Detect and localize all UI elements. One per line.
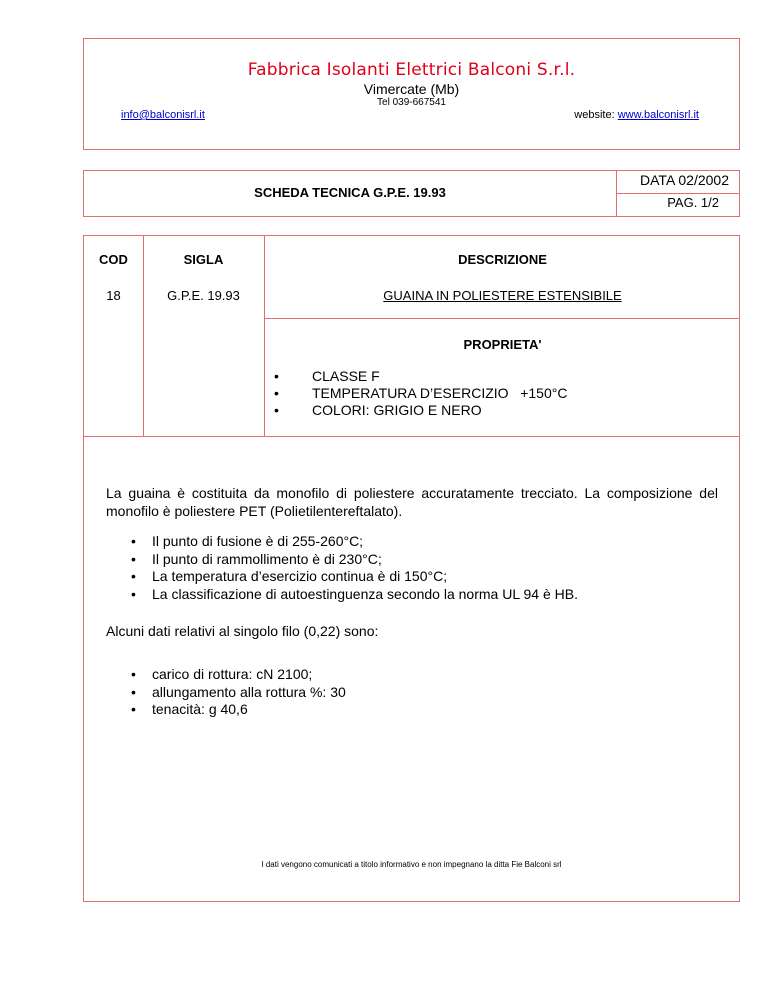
proprieta-heading: PROPRIETA' [463,337,542,352]
website-link[interactable]: www.balconisrl.it [617,109,699,121]
list-item: • La temperatura d’esercizio continua è di 150°C; [106,568,578,586]
proprieta-list [274,368,567,419]
cell-descrizione: GUAINA IN POLIESTERE ESTENSIBILE [383,288,622,303]
divider [616,193,739,194]
divider [264,318,739,319]
spec-table [83,235,740,902]
properties-list [106,533,578,603]
letterhead [83,38,740,150]
list-item: • tenacità: g 40,6 [106,701,346,719]
company-phone: Tel 039-667541 [377,97,446,108]
filament-intro: Alcuni dati relativi al singolo filo (0,22) sono: [106,623,379,639]
website-label: website: [574,109,618,121]
header-cod: COD [99,252,128,267]
website [574,109,699,121]
page-number: PAG. 1/2 [667,195,719,210]
disclaimer-footer: I dati vengono comunicati a titolo informativo e non impegnano la ditta Fie Balconi srl [261,860,562,869]
document-date: DATA 02/2002 [640,172,729,188]
document-title-box [83,170,740,217]
list-item: • carico di rottura: cN 2100; [106,666,346,684]
list-item: • Il punto di fusione è di 255-260°C; [106,533,578,551]
list-item: • allungamento alla rottura %: 30 [106,684,346,702]
list-item: • COLORI: GRIGIO E NERO [274,402,567,419]
header-sigla: SIGLA [183,252,224,267]
list-item: • La classificazione di autoestinguenza secondo la norma UL 94 è HB. [106,586,578,604]
cell-cod: 18 [106,288,121,303]
company-city: Vimercate (Mb) [363,81,460,97]
header-descrizione: DESCRIZIONE [458,252,547,267]
filament-data-list [106,666,346,719]
company-name: Fabbrica Isolanti Elettrici Balconi S.r.l. [247,60,576,80]
list-item: • TEMPERATURA D’ESERCIZIO +150°C [274,385,567,402]
divider [84,436,739,437]
email-link[interactable]: info@balconisrl.it [121,109,205,121]
list-item: • Il punto di rammollimento è di 230°C; [106,551,578,569]
document-title: SCHEDA TECNICA G.P.E. 19.93 [254,185,446,200]
list-item: • CLASSE F [274,368,567,385]
description-paragraph: La guaina è costituita da monofilo di poliestere accuratamente trecciato. La composizione del monofilo è poliestere PET (Polietilentereftalato). [106,485,718,519]
cell-sigla: G.P.E. 19.93 [167,288,240,303]
